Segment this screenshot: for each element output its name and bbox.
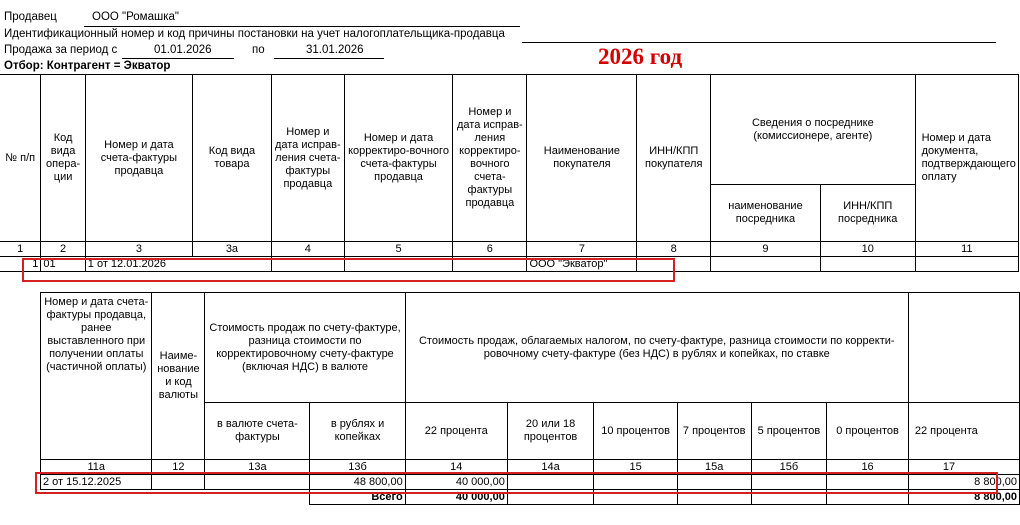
- col-header-5: Номер и дата корректиро-вочного счета-фактуры продавца: [344, 75, 452, 242]
- col-header-4: Номер и дата исправ-ления счета-фактуры продавца: [271, 75, 344, 242]
- col-num: 1: [0, 242, 41, 257]
- col-num: 6: [453, 242, 527, 257]
- seller-label: Продавец: [4, 11, 57, 23]
- col-header-17: 22 процента: [908, 403, 1019, 460]
- col-header-14a: 20 или 18 процентов: [507, 403, 594, 460]
- col-header-13: Стоимость продаж по счету-фактуре, разница стоимости по корректировочному счету-фактуре (включая НДС) в валюте: [205, 293, 405, 403]
- total-label: Всего: [310, 490, 405, 505]
- total-22: 40 000,00: [405, 490, 507, 505]
- col-header-13a: в валюте счета-фактуры: [205, 403, 310, 460]
- col-num: 13б: [310, 460, 405, 475]
- period-to: 31.01.2026: [306, 44, 364, 56]
- col-num: 16: [827, 460, 909, 475]
- col-num: 3а: [193, 242, 272, 257]
- col-header-3a: Код вида товара: [193, 75, 272, 242]
- col-num: 15б: [751, 460, 827, 475]
- col-header-6: Номер и дата исправ-ления корректиро-вочного счета-фактуры продавца: [453, 75, 527, 242]
- col-header-3: Номер и дата счета-фактуры продавца: [85, 75, 192, 242]
- col-num: 15а: [677, 460, 751, 475]
- col-header-12: Наиме-нование и код валюты: [152, 293, 205, 460]
- operation-code: 01: [41, 257, 85, 272]
- col-num: 10: [820, 242, 915, 257]
- col-num: 11: [915, 242, 1018, 257]
- col-header-14: 22 процента: [405, 403, 507, 460]
- col-num: 4: [271, 242, 344, 257]
- row-number: 1: [0, 257, 41, 272]
- col-header-11a: Номер и дата счета-фактуры продавца, ранее выставленного при получении оплаты (частичной оплаты): [41, 293, 152, 460]
- period-to-label: по: [252, 44, 265, 56]
- prev-invoice: 2 от 15.12.2025: [41, 475, 152, 490]
- col-num: 11а: [41, 460, 152, 475]
- seller-value: ООО "Ромашка": [92, 11, 179, 23]
- col-header-15a: 7 процентов: [677, 403, 751, 460]
- col-num: 5: [344, 242, 452, 257]
- col-header-1: № п/п: [0, 75, 41, 242]
- invoice-number: 1 от 12.01.2026: [85, 257, 271, 272]
- amount-22: 40 000,00: [405, 475, 507, 490]
- col-header-16: 0 процентов: [827, 403, 909, 460]
- sales-table-part1: [0, 74, 1019, 272]
- col-header-9: наименование посредника: [711, 185, 821, 242]
- col-num: 7: [527, 242, 637, 257]
- inn-label: Идентификационный номер и код причины постановки на учет налогоплательщика-продавца: [4, 28, 505, 40]
- period-from: 01.01.2026: [154, 44, 212, 56]
- col-num: 9: [711, 242, 821, 257]
- inn-underline: [522, 42, 996, 43]
- col-header-2: Код вида опера-ции: [41, 75, 85, 242]
- period-to-underline: [274, 58, 384, 59]
- empty-cell: [711, 257, 821, 272]
- period-label: Продажа за период с: [4, 44, 118, 56]
- col-num: 17: [908, 460, 1019, 475]
- col-header-8: ИНН/КПП покупателя: [637, 75, 711, 242]
- col-num: 14а: [507, 460, 594, 475]
- col-header-9-10: Сведения о посреднике (комиссионере, агенте): [711, 75, 915, 185]
- empty-cell: [915, 257, 1018, 272]
- col-header-11: Номер и дата документа, подтверждающего оплату: [915, 75, 1018, 242]
- col-num: 8: [637, 242, 711, 257]
- empty-cell: [820, 257, 915, 272]
- filter-label: Отбор: Контрагент = Экватор: [4, 60, 171, 72]
- col-header-15b: 5 процентов: [751, 403, 827, 460]
- col-header-14-16: Стоимость продаж, облагаемых налогом, по счету-фактуре, разница стоимости по корректи-ровочному счету-фактуре (без НДС) в рублях и копейках, по ставке: [405, 293, 908, 403]
- col-header-17-group: [908, 293, 1019, 403]
- col-num: 14: [405, 460, 507, 475]
- col-num: 3: [85, 242, 192, 257]
- col-header-10: ИНН/КПП посредника: [820, 185, 915, 242]
- period-from-underline: [122, 58, 234, 59]
- col-num: 15: [594, 460, 678, 475]
- amount-rub: 48 800,00: [310, 475, 405, 490]
- year-stamp: 2026 год: [598, 44, 683, 69]
- vat-22: 8 800,00: [908, 475, 1019, 490]
- buyer-name: ООО "Экватор": [527, 257, 637, 272]
- col-num: 12: [152, 460, 205, 475]
- col-header-13b: в рублях и копейках: [310, 403, 405, 460]
- col-num: 13а: [205, 460, 310, 475]
- total-vat-22: 8 800,00: [908, 490, 1019, 505]
- col-header-15: 10 процентов: [594, 403, 678, 460]
- col-num: 2: [41, 242, 85, 257]
- seller-underline: [84, 26, 520, 27]
- highlight-row-2: [35, 472, 998, 494]
- highlight-row-1: [22, 258, 675, 282]
- col-header-7: Наименование покупателя: [527, 75, 637, 242]
